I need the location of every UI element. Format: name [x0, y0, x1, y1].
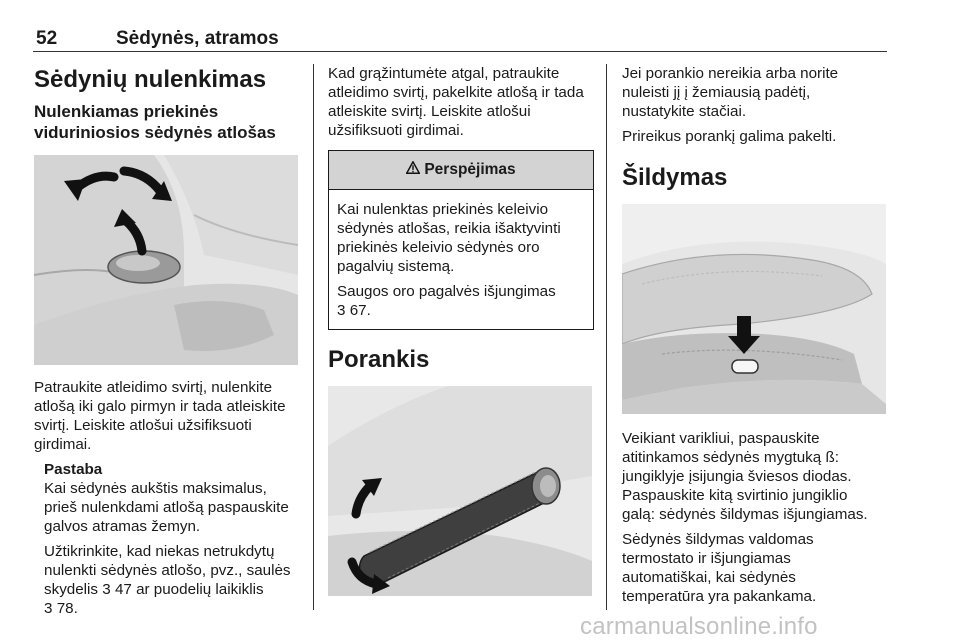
subsection-title-line2: viduriniosios sėdynės atlošas: [34, 123, 276, 142]
note-text: skydelis: [44, 581, 99, 598]
seat-heating-figure: [622, 204, 886, 414]
warning-box: [328, 150, 594, 330]
column-1: [34, 64, 300, 618]
note-line: [44, 580, 300, 599]
page-ref-sun-visor[interactable]: 47 ar puodelių laikiklis: [114, 581, 264, 598]
warning-title: Perspėjimas: [424, 161, 516, 178]
warning-header: [329, 151, 593, 190]
armrest-illustration: [328, 386, 592, 596]
watermark: carmanualsonline.info: [580, 613, 818, 640]
seat-heat-button-icon: ß:: [825, 449, 839, 466]
instruction-line: temperatūra yra pakankama.: [622, 588, 817, 605]
warning-line: priekinės keleivio sėdynės oro: [337, 239, 540, 256]
page-ref-airbag-deactivation[interactable]: 67.: [349, 302, 371, 319]
instruction-line: Prireikus porankį galima pakelti.: [622, 128, 837, 145]
section-title-seat-folding: Sėdynių nulenkimas: [34, 66, 267, 93]
instruction-line: Sėdynės šildymas valdomas: [622, 531, 814, 548]
instruction-line: jungiklyje įsijungia šviesos diodas.: [622, 468, 852, 485]
note-line: Kai sėdynės aukštis maksimalus,: [44, 480, 267, 497]
warning-line: sėdynės atlošas, reikia išaktyvinti: [337, 220, 561, 237]
warning-body: [329, 190, 593, 329]
instruction-line: atleiskite svirtį. Leiskite atlošui: [328, 103, 531, 120]
instruction-line: nuleisti jį į žemiausią padėtį,: [622, 84, 811, 101]
column-divider-1: [313, 64, 314, 610]
armrest-figure: [328, 386, 592, 596]
warning-icon: [406, 161, 420, 179]
running-title: Sėdynės, atramos: [116, 28, 279, 49]
seat-release-lever-figure: [34, 155, 298, 365]
instruction-line: nustatykite stačiai.: [622, 103, 747, 120]
instruction-line: užsifiksuoti girdimai.: [328, 122, 464, 139]
warning-line: pagalvių sistemą.: [337, 258, 455, 275]
warning-line: [337, 301, 585, 320]
instruction-line: Kad grąžintumėte atgal, patraukite: [328, 65, 560, 82]
note-line: prieš nulenkdami atlošą paspauskite: [44, 499, 289, 516]
instruction-line: Patraukite atleidimo svirtį, nulenkite: [34, 379, 273, 396]
subsection-title-line1: Nulenkiamas priekinės: [34, 102, 219, 121]
page-ref-icon: 3: [337, 302, 346, 319]
seat-release-lever-illustration: [34, 155, 298, 365]
instruction-line: automatiškai, kai sėdynės: [622, 569, 796, 586]
section-title-heating: Šildymas: [622, 164, 728, 191]
instruction-line: Veikiant varikliui, paspauskite: [622, 430, 820, 447]
note-block: [44, 460, 300, 618]
column-divider-2: [606, 64, 607, 610]
instruction-line: Paspauskite kitą svirtinio jungiklio: [622, 487, 848, 504]
instruction-line: galą: sėdynės šildymas išjungiamas.: [622, 506, 868, 523]
note-line: [44, 599, 300, 618]
instruction-line: atlošą iki galo pirmyn ir tada atleiskite: [34, 398, 286, 415]
instruction-line: girdimai.: [34, 436, 92, 453]
note-line: galvos atramas žemyn.: [44, 518, 201, 535]
seat-heating-illustration: [622, 204, 886, 414]
section-title-armrest: Porankis: [328, 346, 430, 373]
page-ref-icon: 3: [102, 581, 111, 598]
note-line: Užtikrinkite, kad niekas netrukdytų: [44, 543, 275, 560]
instruction-line: atleidimo svirtį, pakelkite atlošą ir tada: [328, 84, 584, 101]
warning-line: Kai nulenktas priekinės keleivio: [337, 201, 549, 218]
instruction-text: atitinkamos sėdynės mygtuką: [622, 449, 822, 466]
page-number: 52: [36, 28, 58, 49]
instruction-line: termostato ir išjungiamas: [622, 550, 791, 567]
page-ref-icon: 3: [44, 600, 53, 617]
instruction-line: Jei porankio nereikia arba norite: [622, 65, 839, 82]
page-ref-cupholder[interactable]: 78.: [56, 600, 78, 617]
instruction-line: [622, 448, 888, 467]
instruction-line: svirtį. Leiskite atlošui užsifiksuoti: [34, 417, 252, 434]
column-3: [622, 64, 888, 606]
column-2: [328, 64, 594, 596]
header-rule: [33, 51, 887, 52]
warning-line: Saugos oro pagalvės išjungimas: [337, 283, 556, 300]
note-line: nulenkti sėdynės atlošo, pvz., saulės: [44, 562, 291, 579]
note-title: Pastaba: [44, 461, 103, 478]
